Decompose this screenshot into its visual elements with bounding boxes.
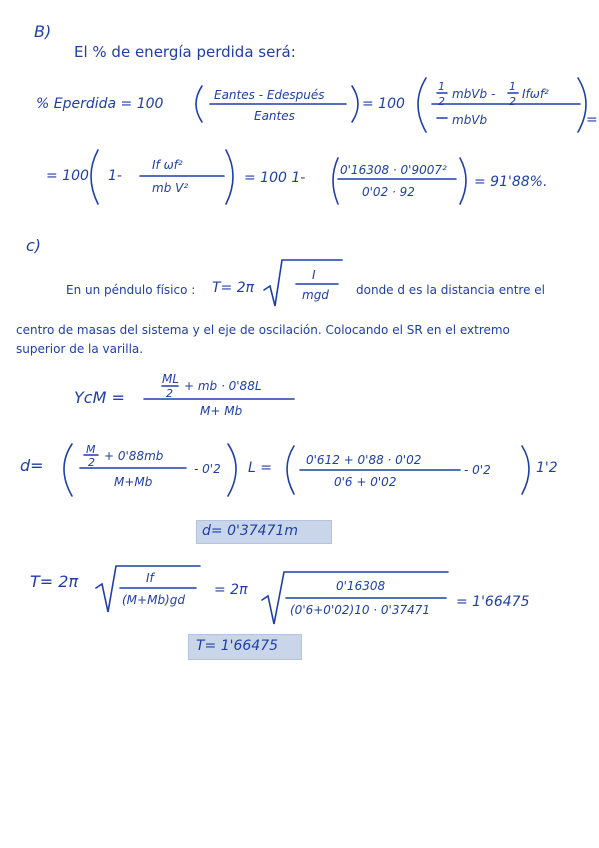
d-L: L = [248, 460, 272, 476]
d-den2: 0'6 + 0'02 [334, 475, 397, 489]
section-c-line1-den: mgd [302, 288, 329, 302]
row2-result: = 91'88%. [474, 174, 548, 190]
row1-frac1-num: Eantes - Edespués [214, 88, 325, 102]
paren-left-2 [418, 78, 426, 132]
row1-frac2-mid: mbVb - [452, 87, 496, 101]
paren-right [352, 86, 358, 122]
d-num-a: M [86, 443, 96, 456]
paren-left-5 [64, 444, 72, 496]
d-L2: 1'2 [536, 460, 558, 476]
d-minus2: - 0'2 [464, 463, 491, 477]
paren-left-6 [287, 446, 294, 494]
t-num2: 0'16308 [336, 579, 386, 593]
row1-frac1-den: Eantes [254, 109, 295, 123]
row2-lhs: = 100 [46, 168, 89, 184]
ycm-num-b: 2 [166, 387, 173, 400]
section-b-intro: El % de energía perdida será: [74, 43, 296, 61]
t-den2: (0'6+0'02)10 · 0'37471 [290, 603, 431, 617]
row1-frac2-d: 2 [509, 95, 516, 108]
ycm-lhs: YcM = [74, 388, 125, 407]
d-lhs: d= [20, 456, 44, 475]
section-c-line1a: En un péndulo físico : [66, 283, 196, 297]
section-c-line1-formula: T= 2π [212, 280, 255, 296]
paren-right-5 [228, 444, 236, 496]
row2-one-minus: 1- [108, 168, 122, 184]
row2-eq: = 100 1- [244, 170, 306, 186]
row1-frac2-a: 1 [438, 80, 445, 93]
t-den: (M+Mb)gd [122, 593, 185, 607]
t-num: If [146, 571, 154, 585]
section-c-line1b: donde d es la distancia entre el [356, 283, 546, 297]
paren-left-3 [91, 150, 98, 204]
t-eq: = 2π [214, 582, 248, 598]
d-num2: 0'612 + 0'88 · 0'02 [306, 453, 422, 467]
d-num-b: 2 [88, 456, 95, 469]
t-result-boxed: T= 1'66475 [196, 638, 279, 654]
section-c-line3: superior de la varilla. [16, 342, 144, 356]
row1-frac2-b: 2 [438, 95, 445, 108]
d-den: M+Mb [114, 475, 153, 489]
row2-frac-den: mb V² [152, 181, 189, 195]
section-c-line1-num: I [312, 268, 316, 282]
section-b-label: B) [34, 22, 52, 41]
t-result: = 1'66475 [456, 594, 530, 610]
t-lhs: T= 2π [30, 572, 79, 591]
ycm-num-c: + mb · 0'88L [184, 379, 262, 393]
paren-right-2 [578, 78, 586, 132]
paren-right-4 [460, 158, 466, 204]
paren-right-3 [226, 150, 233, 204]
row1-frac2-end: Ifωf² [522, 87, 549, 101]
row1-tail: = [586, 112, 598, 128]
ycm-den: M+ Mb [200, 404, 243, 418]
row1-lhs: % Eperdida = 100 [36, 96, 164, 112]
paren-left [196, 86, 202, 122]
paren-right-6 [522, 446, 529, 494]
d-result: d= 0'37471m [202, 523, 298, 539]
d-minus: - 0'2 [194, 462, 221, 476]
section-c-label: c) [26, 236, 42, 255]
d-num-c: + 0'88mb [104, 449, 164, 463]
row1-eq100: = 100 [362, 96, 405, 112]
section-c-line2: centro de masas del sistema y el eje de oscilación. Colocando el SR en el extremo [16, 323, 510, 337]
row1-frac2-c: 1 [509, 80, 516, 93]
row1-frac2-den: mbVb [452, 113, 488, 127]
paren-left-4 [333, 158, 338, 204]
row2-frac-num: If ωf² [152, 158, 183, 172]
row2-frac2-num: 0'16308 · 0'9007² [340, 163, 447, 177]
row2-frac2-den: 0'02 · 92 [362, 185, 415, 199]
ycm-num-a: ML [162, 372, 180, 386]
